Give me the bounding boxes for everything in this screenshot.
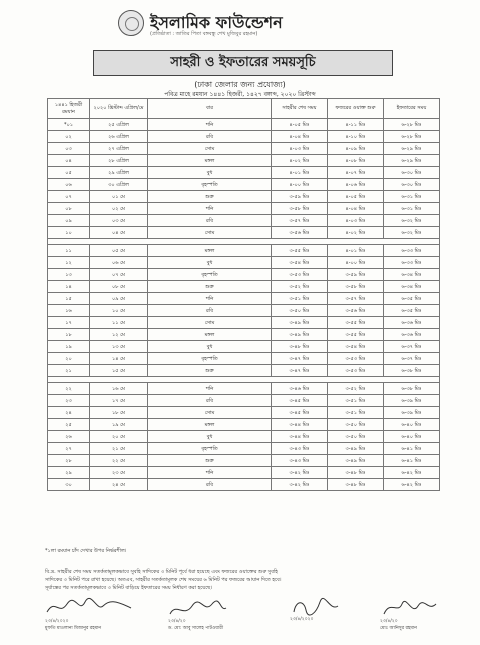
cell-day: বুধ (148, 167, 272, 179)
cell-day: বৃহস্পতি (148, 179, 272, 191)
cell-day: মঙ্গল (148, 419, 272, 431)
table-row (48, 227, 440, 239)
signature-date: ২৩/৪/২০ (168, 619, 186, 624)
cell-day: বুধ (148, 431, 272, 443)
cell-hijri: ০৫ (48, 167, 90, 179)
cell-date: ১১ মে (90, 317, 148, 329)
cell-fajr: ৩-৫৪ মিঃ (328, 341, 384, 353)
cell-fajr: ৪-০২ মিঃ (328, 227, 384, 239)
signature-1 (45, 596, 135, 632)
cell-fajr: ৩-৫৩ মিঃ (328, 365, 384, 377)
footnote: *১লা রমযান চাঁদ দেখার উপর নির্ভরশীল। (45, 548, 127, 554)
cell-iftar: ৬-৪১ মিঃ (384, 443, 440, 455)
cell-date: ১৯ মে (90, 419, 148, 431)
cell-day: বৃহস্পতি (148, 353, 272, 365)
cell-hijri: ১১ (48, 245, 90, 257)
cell-sahri: ৪-০৩ মিঃ (272, 143, 328, 155)
signature-scribble (380, 598, 440, 618)
cell-fajr: ৩-৫১ মিঃ (328, 407, 384, 419)
cell-day: রবি (148, 395, 272, 407)
cell-iftar: ৬-৩৯ মিঃ (384, 407, 440, 419)
table-row (48, 395, 440, 407)
cell-iftar: ৬-৪০ মিঃ (384, 419, 440, 431)
cell-iftar: ৬-৪১ মিঃ (384, 455, 440, 467)
cell-day: মঙ্গল (148, 155, 272, 167)
table-row (48, 215, 440, 227)
cell-sahri: ৩-৪৮ মিঃ (272, 341, 328, 353)
table-row (48, 119, 440, 131)
cell-sahri: ৪-০৫ মিঃ (272, 119, 328, 131)
cell-date: ১৫ মে (90, 365, 148, 377)
district-note: (ঢাকা জেলার জন্য প্রযোজ্য) (194, 80, 286, 89)
col-header-iftar: ইফতারের সময় (384, 99, 440, 119)
year-line: পবিত্র মাহে রমযান ১৪৪১ হিজরী, ১৪২৭ বঙ্গাব্দ, ২০২০ খ্রিস্টাব্দ (164, 91, 316, 98)
signature-scribble (168, 600, 228, 618)
cell-fajr: ৪-১১ মিঃ (328, 119, 384, 131)
cell-hijri: ২১ (48, 365, 90, 377)
cell-fajr: ৩-৫০ মিঃ (328, 431, 384, 443)
cell-day: শনি (148, 119, 272, 131)
cell-date: ২৫ এপ্রিল (90, 119, 148, 131)
cell-iftar: ৬-৪২ মিঃ (384, 479, 440, 491)
cell-hijri: ২৭ (48, 443, 90, 455)
cell-sahri: ৩-৪৯ মিঃ (272, 317, 328, 329)
cell-date: ০৮ মে (90, 281, 148, 293)
table-row (48, 191, 440, 203)
table-row (48, 131, 440, 143)
table-row (48, 467, 440, 479)
cell-iftar: ৬-৩২ মিঃ (384, 227, 440, 239)
table-row (48, 245, 440, 257)
cell-hijri: ১৮ (48, 329, 90, 341)
table-row (48, 293, 440, 305)
cell-hijri: ২২ (48, 383, 90, 395)
col-header-day: বার (148, 99, 272, 119)
signature-4 (380, 598, 440, 632)
cell-sahri: ৩-৫৮ মিঃ (272, 203, 328, 215)
cell-fajr: ৪-০৬ মিঃ (328, 179, 384, 191)
cell-date: ১৬ মে (90, 383, 148, 395)
table-row (48, 269, 440, 281)
cell-iftar: ৬-৩০ মিঃ (384, 179, 440, 191)
cell-day: সোম (148, 143, 272, 155)
note-block (45, 568, 437, 592)
cell-day: শুক্র (148, 365, 272, 377)
cell-hijri: ২০ (48, 353, 90, 365)
cell-day: শনি (148, 467, 272, 479)
cell-date: ০৫ মে (90, 245, 148, 257)
table-row (48, 365, 440, 377)
cell-fajr: ৩-৫৬ মিঃ (328, 305, 384, 317)
cell-day: রবি (148, 131, 272, 143)
cell-day: সোম (148, 407, 272, 419)
cell-hijri: ০৯ (48, 215, 90, 227)
cell-iftar: ৬-৩৮ মিঃ (384, 365, 440, 377)
cell-hijri: ১৪ (48, 281, 90, 293)
cell-iftar: ৬-৪২ মিঃ (384, 467, 440, 479)
cell-fajr: ৩-৫৯ মিঃ (328, 269, 384, 281)
col-header-hijri: ১৪৪১ হিজরী রমযান (48, 99, 90, 119)
table-row (48, 203, 440, 215)
cell-date: ০৪ মে (90, 227, 148, 239)
cell-fajr: ৪-০৪ মিঃ (328, 203, 384, 215)
cell-fajr: ৩-৫৭ মিঃ (328, 293, 384, 305)
note-line: সাদিকের ৩ মিনিট পরে রাখা হয়েছে। অতএব, সাহরীর সতর্কতামূলক শেষ সময়ের ৬ মিনিট পর ফজরের আযান দিতে হবে। (45, 577, 282, 583)
table-row (48, 155, 440, 167)
cell-sahri: ৪-০০ মিঃ (272, 179, 328, 191)
cell-date: ২৩ মে (90, 467, 148, 479)
cell-sahri: ৪-০২ মিঃ (272, 155, 328, 167)
cell-date: ২৪ মে (90, 479, 148, 491)
cell-sahri: ৩-৫২ মিঃ (272, 281, 328, 293)
cell-day: শনি (148, 203, 272, 215)
cell-sahri: ৩-৪৪ মিঃ (272, 419, 328, 431)
signature-date: ২৩/৪/২০২০ (45, 619, 69, 624)
cell-sahri: ৩-৪৫ মিঃ (272, 407, 328, 419)
table-row (48, 479, 440, 491)
signatory-name: মুফতি মাওলানা মিজানুর রহমান (45, 626, 102, 631)
col-header-sahri: সাহরীর শেষ সময় (272, 99, 328, 119)
cell-date: ১০ মে (90, 305, 148, 317)
cell-iftar: ৬-৩৪ মিঃ (384, 281, 440, 293)
cell-iftar: ৬-২৮ মিঃ (384, 119, 440, 131)
signature-scribble (290, 596, 340, 616)
cell-hijri: ০৪ (48, 155, 90, 167)
cell-hijri: ০৮ (48, 203, 90, 215)
cell-hijri: ১০ (48, 227, 90, 239)
cell-sahri: ৩-৪৩ মিঃ (272, 455, 328, 467)
cell-day: মঙ্গল (148, 329, 272, 341)
signature-2 (168, 600, 228, 632)
table-row (48, 167, 440, 179)
col-header-fajr: ফজরের ওয়াক্ত শুরু (328, 99, 384, 119)
cell-iftar: ৬-৩৭ মিঃ (384, 353, 440, 365)
cell-day: বৃহস্পতি (148, 443, 272, 455)
cell-hijri: ০২ (48, 131, 90, 143)
cell-hijri: ১৬ (48, 305, 90, 317)
table-row (48, 383, 440, 395)
cell-iftar: ৬-৩৫ মিঃ (384, 293, 440, 305)
cell-hijri: ২৫ (48, 419, 90, 431)
cell-fajr: ৩-৫৩ মিঃ (328, 353, 384, 365)
cell-fajr: ৩-৫৫ মিঃ (328, 329, 384, 341)
cell-sahri: ৩-৫০ মিঃ (272, 305, 328, 317)
table-row (48, 329, 440, 341)
cell-date: ২৯ এপ্রিল (90, 167, 148, 179)
cell-iftar: ৬-৩১ মিঃ (384, 203, 440, 215)
cell-sahri: ৩-৪৯ মিঃ (272, 329, 328, 341)
cell-date: ৩০ এপ্রিল (90, 179, 148, 191)
cell-hijri: ২৬ (48, 431, 90, 443)
signatory-name: ড. মো: আবু সালেহ পাটওয়ারী (168, 626, 224, 631)
schedule-table (47, 98, 440, 491)
cell-hijri: ১৩ (48, 269, 90, 281)
cell-sahri: ৪-০১ মিঃ (272, 167, 328, 179)
cell-fajr: ৩-৪৮ মিঃ (328, 467, 384, 479)
cell-fajr: ৩-৪৮ মিঃ (328, 479, 384, 491)
cell-day: মঙ্গল (148, 245, 272, 257)
cell-date: ২৬ এপ্রিল (90, 131, 148, 143)
cell-iftar: ৬-৩৫ মিঃ (384, 305, 440, 317)
cell-iftar: ৬-৩৬ মিঃ (384, 329, 440, 341)
cell-sahri: ৩-৪৩ মিঃ (272, 443, 328, 455)
table-row (48, 305, 440, 317)
cell-fajr: ৩-৫০ মিঃ (328, 419, 384, 431)
cell-day: রবি (148, 479, 272, 491)
note-line: সূর্যাস্তের পর সতর্কতামূলকভাবে ৩ মিনিট বাড়িয়ে ইফতারের সময় নির্ধারণ করা হয়েছে। (45, 585, 213, 591)
signature-date: ২৩/৪/২০ (380, 619, 398, 624)
table-row (48, 341, 440, 353)
cell-sahri: ৩-৫১ মিঃ (272, 293, 328, 305)
cell-hijri: ২৪ (48, 407, 90, 419)
cell-date: ১৩ মে (90, 341, 148, 353)
cell-iftar: ৬-২৯ মিঃ (384, 143, 440, 155)
cell-hijri: ২৩ (48, 395, 90, 407)
cell-fajr: ৪-০৭ মিঃ (328, 167, 384, 179)
cell-date: ২০ মে (90, 431, 148, 443)
cell-day: সোম (148, 227, 272, 239)
cell-iftar: ৬-৩৮ মিঃ (384, 383, 440, 395)
cell-iftar: ৬-৩০ মিঃ (384, 167, 440, 179)
cell-date: ০৯ মে (90, 293, 148, 305)
cell-date: ০১ মে (90, 191, 148, 203)
cell-fajr: ৪-০০ মিঃ (328, 257, 384, 269)
cell-sahri: ৪-০৪ মিঃ (272, 131, 328, 143)
cell-iftar: ৬-৩৯ মিঃ (384, 395, 440, 407)
cell-fajr: ৪-০৩ মিঃ (328, 215, 384, 227)
organization-subtitle: (প্রতিষ্ঠাতা : জাতির পিতা বঙ্গবন্ধু শেখ মুজিবুর রহমান) (150, 31, 258, 37)
cell-iftar: ৬-৩৭ মিঃ (384, 341, 440, 353)
cell-day: রবি (148, 305, 272, 317)
cell-fajr: ৩-৫২ মিঃ (328, 383, 384, 395)
cell-sahri: ৩-৫৪ মিঃ (272, 257, 328, 269)
table-row (48, 431, 440, 443)
cell-hijri: ০৬ (48, 179, 90, 191)
cell-hijri: ২৯ (48, 467, 90, 479)
islamic-foundation-logo (118, 10, 144, 36)
table-row (48, 317, 440, 329)
cell-day: বুধ (148, 257, 272, 269)
cell-sahri: ৩-৪২ মিঃ (272, 479, 328, 491)
note-line: বি.দ্র. সাহরীর শেষ সময় সতর্কতামূলকভাবে সুবহি সাদিকের ৩ মিনিট পূর্বে ধরা হয়েছে এবং ফজরের ওয়াক্তের শুরু সুবহি (45, 569, 278, 575)
cell-hijri: ৩০ (48, 479, 90, 491)
cell-fajr: ৪-০৫ মিঃ (328, 191, 384, 203)
cell-date: ০৩ মে (90, 215, 148, 227)
cell-hijri: ১৭ (48, 317, 90, 329)
cell-hijri: ০৭ (48, 191, 90, 203)
cell-sahri: ৩-৫৬ মিঃ (272, 227, 328, 239)
cell-iftar: ৬-৩৩ মিঃ (384, 257, 440, 269)
cell-fajr: ৩-৫১ মিঃ (328, 395, 384, 407)
table-row (48, 257, 440, 269)
cell-sahri: ৩-৫৩ মিঃ (272, 269, 328, 281)
cell-iftar: ৬-৪০ মিঃ (384, 431, 440, 443)
cell-sahri: ৩-৫৫ মিঃ (272, 245, 328, 257)
cell-day: সোম (148, 317, 272, 329)
col-header-date: ২০২০ খ্রিস্টাব্দ এপ্রিল/মে (90, 99, 148, 119)
cell-sahri: ৩-৪৪ মিঃ (272, 431, 328, 443)
table-row (48, 419, 440, 431)
cell-hijri: ১২ (48, 257, 90, 269)
cell-iftar: ৬-৩৩ মিঃ (384, 245, 440, 257)
cell-sahri: ৩-৫৭ মিঃ (272, 215, 328, 227)
cell-date: ২১ মে (90, 443, 148, 455)
cell-day: শুক্র (148, 191, 272, 203)
cell-sahri: ৩-৪৫ মিঃ (272, 395, 328, 407)
cell-hijri: ১৫ (48, 293, 90, 305)
cell-sahri: ৩-৪২ মিঃ (272, 467, 328, 479)
cell-day: শনি (148, 383, 272, 395)
cell-sahri: ৩-৪৭ মিঃ (272, 365, 328, 377)
table-row (48, 143, 440, 155)
cell-iftar: ৬-৩৪ মিঃ (384, 269, 440, 281)
cell-fajr: ৪-১০ মিঃ (328, 131, 384, 143)
cell-sahri: ৩-৫৯ মিঃ (272, 191, 328, 203)
organization-name: ইসলামিক ফাউন্ডেশন (150, 13, 283, 32)
cell-date: ০২ মে (90, 203, 148, 215)
cell-date: ১২ মে (90, 329, 148, 341)
cell-iftar: ৬-২৯ মিঃ (384, 155, 440, 167)
cell-day: শনি (148, 293, 272, 305)
signature-3 (290, 596, 340, 623)
cell-hijri: *০১ (48, 119, 90, 131)
signature-date: ২৩/৪/২০২০ (290, 617, 314, 622)
cell-day: বুধ (148, 341, 272, 353)
cell-hijri: ১৯ (48, 341, 90, 353)
cell-fajr: ৪-০১ মিঃ (328, 245, 384, 257)
cell-date: ২৮ এপ্রিল (90, 155, 148, 167)
cell-fajr: ৪-০৯ মিঃ (328, 143, 384, 155)
table-row (48, 407, 440, 419)
cell-iftar: ৬-৩২ মিঃ (384, 215, 440, 227)
table-row (48, 443, 440, 455)
cell-day: বৃহস্পতি (148, 269, 272, 281)
cell-sahri: ৩-৪৭ মিঃ (272, 353, 328, 365)
cell-date: ২৭ এপ্রিল (90, 143, 148, 155)
cell-iftar: ৬-৩৬ মিঃ (384, 317, 440, 329)
cell-sahri: ৩-৪৬ মিঃ (272, 383, 328, 395)
cell-date: ১৭ মে (90, 395, 148, 407)
cell-day: শুক্র (148, 455, 272, 467)
cell-hijri: ০৩ (48, 143, 90, 155)
signature-scribble (45, 596, 135, 618)
cell-fajr: ৩-৪৯ মিঃ (328, 443, 384, 455)
cell-fajr: ৪-০৮ মিঃ (328, 155, 384, 167)
schedule-title: সাহরী ও ইফতারের সময়সূচি (93, 50, 393, 76)
signatory-name: মোঃ আনিসুর রহমান (380, 626, 417, 631)
cell-date: ১৪ মে (90, 353, 148, 365)
cell-iftar: ৬-২৮ মিঃ (384, 131, 440, 143)
cell-fajr: ৩-৫৮ মিঃ (328, 281, 384, 293)
cell-date: ১৮ মে (90, 407, 148, 419)
cell-day: রবি (148, 215, 272, 227)
cell-hijri: ২৮ (48, 455, 90, 467)
cell-day: শুক্র (148, 281, 272, 293)
table-header-row (48, 99, 440, 119)
cell-iftar: ৬-৩১ মিঃ (384, 191, 440, 203)
table-row (48, 455, 440, 467)
cell-fajr: ৩-৫৫ মিঃ (328, 317, 384, 329)
cell-fajr: ৩-৪৯ মিঃ (328, 455, 384, 467)
table-row (48, 281, 440, 293)
cell-date: ২২ মে (90, 455, 148, 467)
table-row (48, 353, 440, 365)
cell-date: ০৬ মে (90, 257, 148, 269)
table-row (48, 179, 440, 191)
cell-date: ০৭ মে (90, 269, 148, 281)
